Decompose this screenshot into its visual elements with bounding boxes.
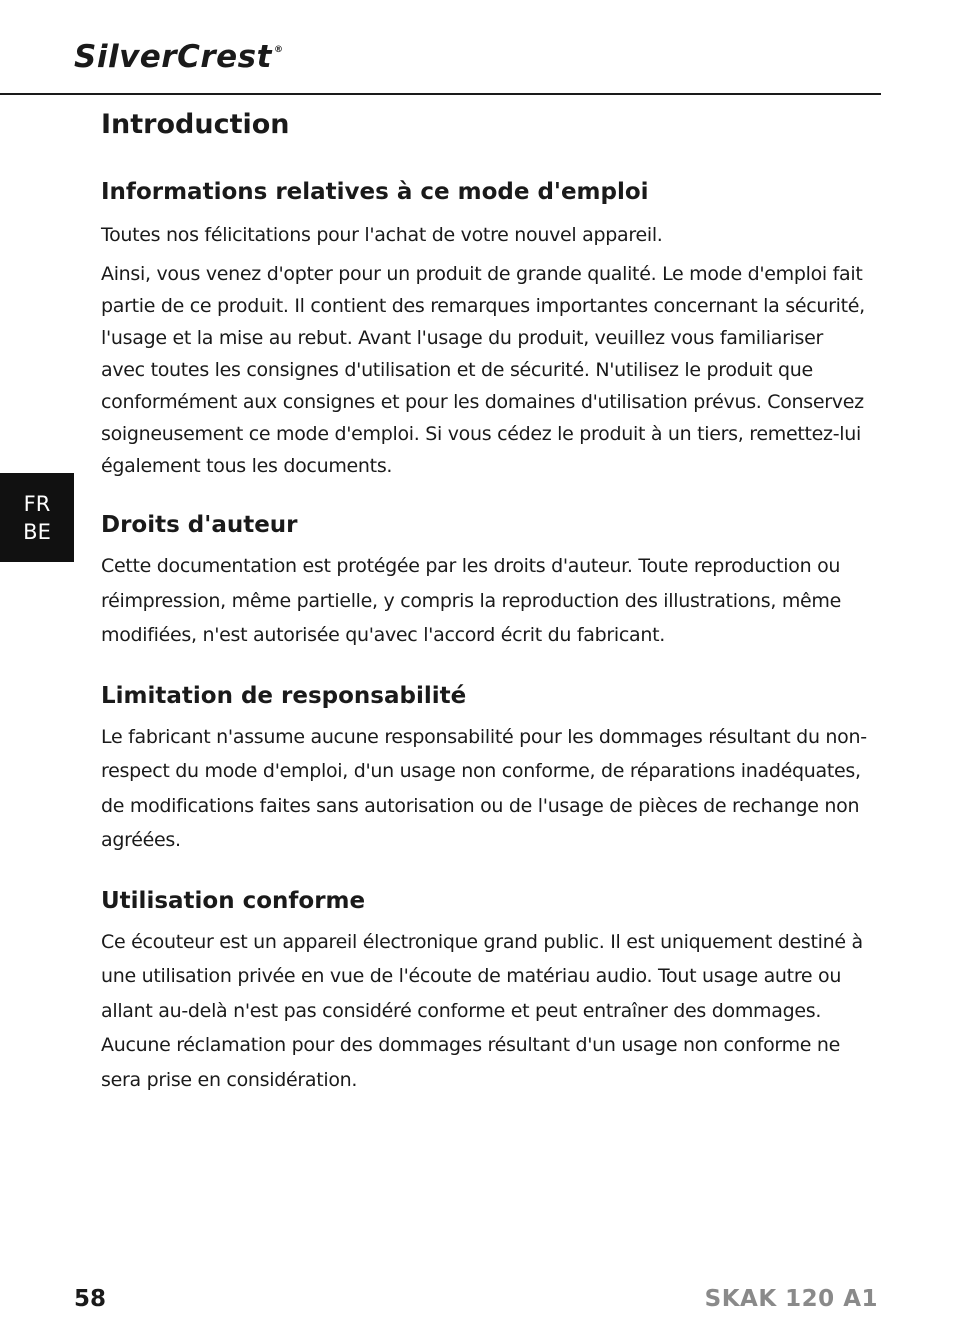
main-content: [101, 104, 871, 1097]
brand-logo: [74, 39, 284, 75]
language-tab-line-2: BE: [23, 519, 51, 544]
paragraph-liability: Le fabricant n'assume aucune responsabilité pour les dommages résultant du non-respect du mode d'emploi, d'un usage non conforme, de réparations inadéquates, de modifications faites sans autorisation ou de l'usage de pièces de rechange non agréées.: [101, 725, 867, 851]
language-tab: [0, 473, 74, 562]
page-number: 58: [74, 1286, 107, 1312]
header-divider: [0, 93, 881, 95]
section-heading-intended-use: Utilisation conforme: [101, 887, 366, 914]
section-heading-copyright: Droits d'auteur: [101, 512, 298, 538]
page-title: Introduction: [101, 109, 290, 140]
section-heading-manual-info: Informations relatives à ce mode d'emploi: [101, 179, 649, 205]
section-heading-liability: Limitation de responsabilité: [101, 682, 467, 709]
paragraph-manual-info: Ainsi, vous venez d'opter pour un produit de grande qualité. Le mode d'emploi fait partie de ce produit. Il contient des remarques importantes concernant la sécurité, l'usage et la mise au rebut. Avant l'usage du produit, veuillez vous familiariser avec toutes les consignes d'utilisation et de sécurité. N'utilisez le produit que conformément aux consignes et pour les domaines d'utilisation prévus. Conservez soigneusement ce mode d'emploi. Si vous cédez le produit à un tiers, remettez-lui également tous les documents.: [101, 263, 865, 477]
paragraph-copyright: Cette documentation est protégée par les droits d'auteur. Toute reproduction ou réimpression, même partielle, y compris la reproduction des illustrations, même modifiées, n'est autorisée qu'avec l'accord écrit du fabricant.: [101, 555, 842, 646]
paragraph-intended-use: Ce écouteur est un appareil électronique grand public. Il est uniquement destiné à une utilisation privée en vue de l'écoute de matériau audio. Tout usage autre ou allant au-delà n'est pas considéré conforme et peut entraîner des dommages. Aucune réclamation pour des dommages résultant d'un usage non conforme ne sera prise en considération.: [101, 930, 863, 1091]
brand-name: SilverCrest: [74, 39, 272, 75]
model-number: SKAK 120 A1: [704, 1286, 878, 1312]
registered-mark: ®: [273, 45, 284, 55]
paragraph-congratulations: Toutes nos félicitations pour l'achat de votre nouvel appareil.: [101, 224, 663, 246]
language-tab-line-1: FR: [23, 491, 51, 516]
